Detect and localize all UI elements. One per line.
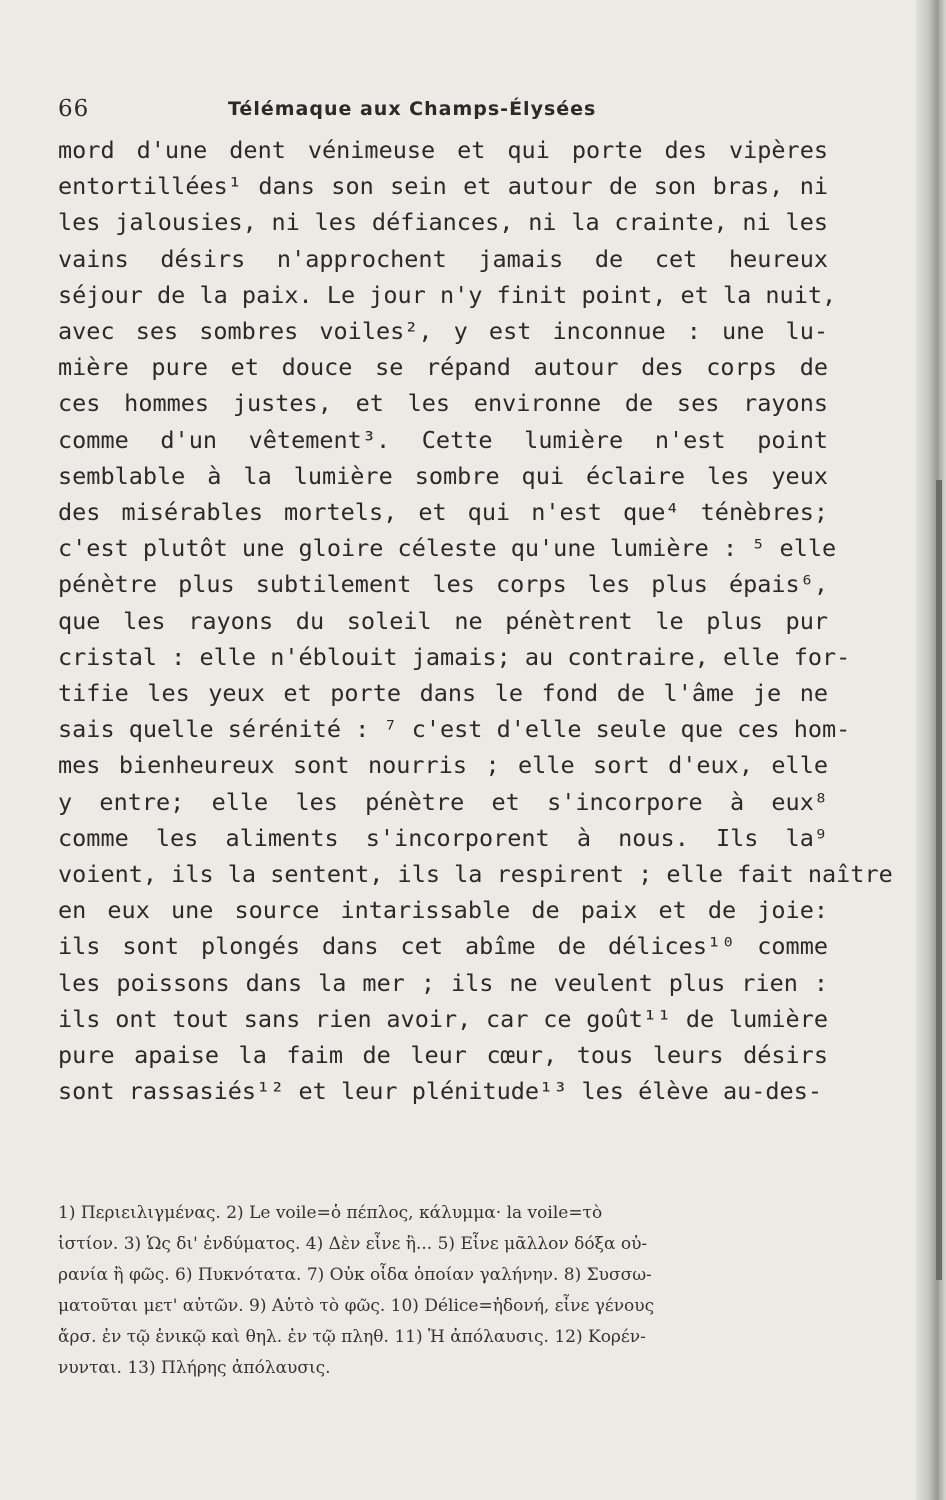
body-line: mord d'une dent vénimeuse et qui porte des vipères [58, 136, 828, 164]
body-line: voient, ils la sentent, ils la respirent ; elle fait naître [58, 860, 893, 889]
body-line: avec ses sombres voiles², y est inconnue : une lu- [58, 317, 828, 346]
page-edge-shadow [916, 0, 946, 1500]
body-line: pure apaise la faim de leur cœur, tous leurs désirs [58, 1041, 828, 1070]
body-line: les jalousies, ni les défiances, ni la crainte, ni les [58, 208, 828, 237]
body-line: mière pure et douce se répand autour des corps de [58, 353, 828, 382]
footnote-line: ρανία ἢ φῶς. 6) Πυκνότατα. 7) Οὐκ οἶδα ὁποίαν γαλήνην. 8) Συσσω- [58, 1265, 652, 1285]
body-line: des misérables mortels, et qui n'est que⁴ ténèbres; [58, 498, 828, 527]
body-line: entortillées¹ dans son sein et autour de son bras, ni [58, 172, 828, 201]
footnotes [58, 1198, 828, 1384]
body-text [58, 132, 893, 1109]
body-line: sont rassasiés¹² et leur plénitude¹³ les élève au-des- [58, 1077, 823, 1106]
body-line: y entre; elle les pénètre et s'incorpore à eux⁸ [58, 787, 828, 816]
body-line: c'est plutôt une gloire céleste qu'une lumière : ⁵ elle [58, 534, 837, 563]
footnote-line: νυνται. 13) Πλήρης ἀπόλαυσις. [58, 1358, 331, 1378]
body-line: que les rayons du soleil ne pénètrent le plus pur [58, 606, 828, 635]
body-line: comme les aliments s'incorporent à nous. Ils la⁹ [58, 823, 828, 852]
page-number: 66 [58, 96, 90, 122]
body-line: semblable à la lumière sombre qui éclaire les yeux [58, 461, 828, 490]
body-line: séjour de la paix. Le jour n'y finit point, et la nuit, [58, 280, 837, 309]
running-head: Télémaque aux Champs-Élysées [228, 98, 597, 120]
body-line: ils sont plongés dans cet abîme de délices¹⁰ comme [58, 932, 828, 961]
body-line: en eux une source intarissable de paix et de joie: [58, 896, 828, 925]
body-line: les poissons dans la mer ; ils ne veulent plus rien : [58, 968, 828, 997]
footnote-line: 1) Περιειλιγμένας. 2) Le voile=ὁ πέπλος, κάλυμμα· la voile=τὸ [58, 1203, 603, 1223]
body-line: mes bienheureux sont nourris ; elle sort d'eux, elle [58, 751, 828, 780]
body-line: pénètre plus subtilement les corps les plus épais⁶, [58, 570, 828, 599]
body-line: ils ont tout sans rien avoir, car ce goût¹¹ de lumière [58, 1004, 828, 1033]
body-line: tifie les yeux et porte dans le fond de l'âme je ne [58, 679, 828, 708]
body-line: sais quelle sérénité : ⁷ c'est d'elle seule que ces hom- [58, 715, 851, 744]
footnote-line: ματοῦται μετ' αὐτῶν. 9) Αὐτὸ τὸ φῶς. 10) Délice=ἡδονή, εἶνε γένους [58, 1296, 655, 1316]
binding-shadow [936, 480, 942, 1280]
footnote-line: ἄρσ. ἐν τῷ ἑνικῷ καὶ θηλ. ἐν τῷ πληθ. 11) Ἡ ἀπόλαυσις. 12) Κορέν- [58, 1327, 646, 1347]
body-line: ces hommes justes, et les environne de ses rayons [58, 389, 828, 418]
page-header [58, 96, 758, 132]
body-line: vains désirs n'approchent jamais de cet heureux [58, 244, 828, 273]
body-line: cristal : elle n'éblouit jamais; au contraire, elle for- [58, 642, 851, 671]
body-line: comme d'un vêtement³. Cette lumière n'est point [58, 425, 828, 454]
footnote-line: ἱστίον. 3) Ὡς δι' ἐνδύματος. 4) Δὲν εἶνε ἢ... 5) Εἶνε μᾶλλον δόξα οὐ- [58, 1234, 648, 1254]
